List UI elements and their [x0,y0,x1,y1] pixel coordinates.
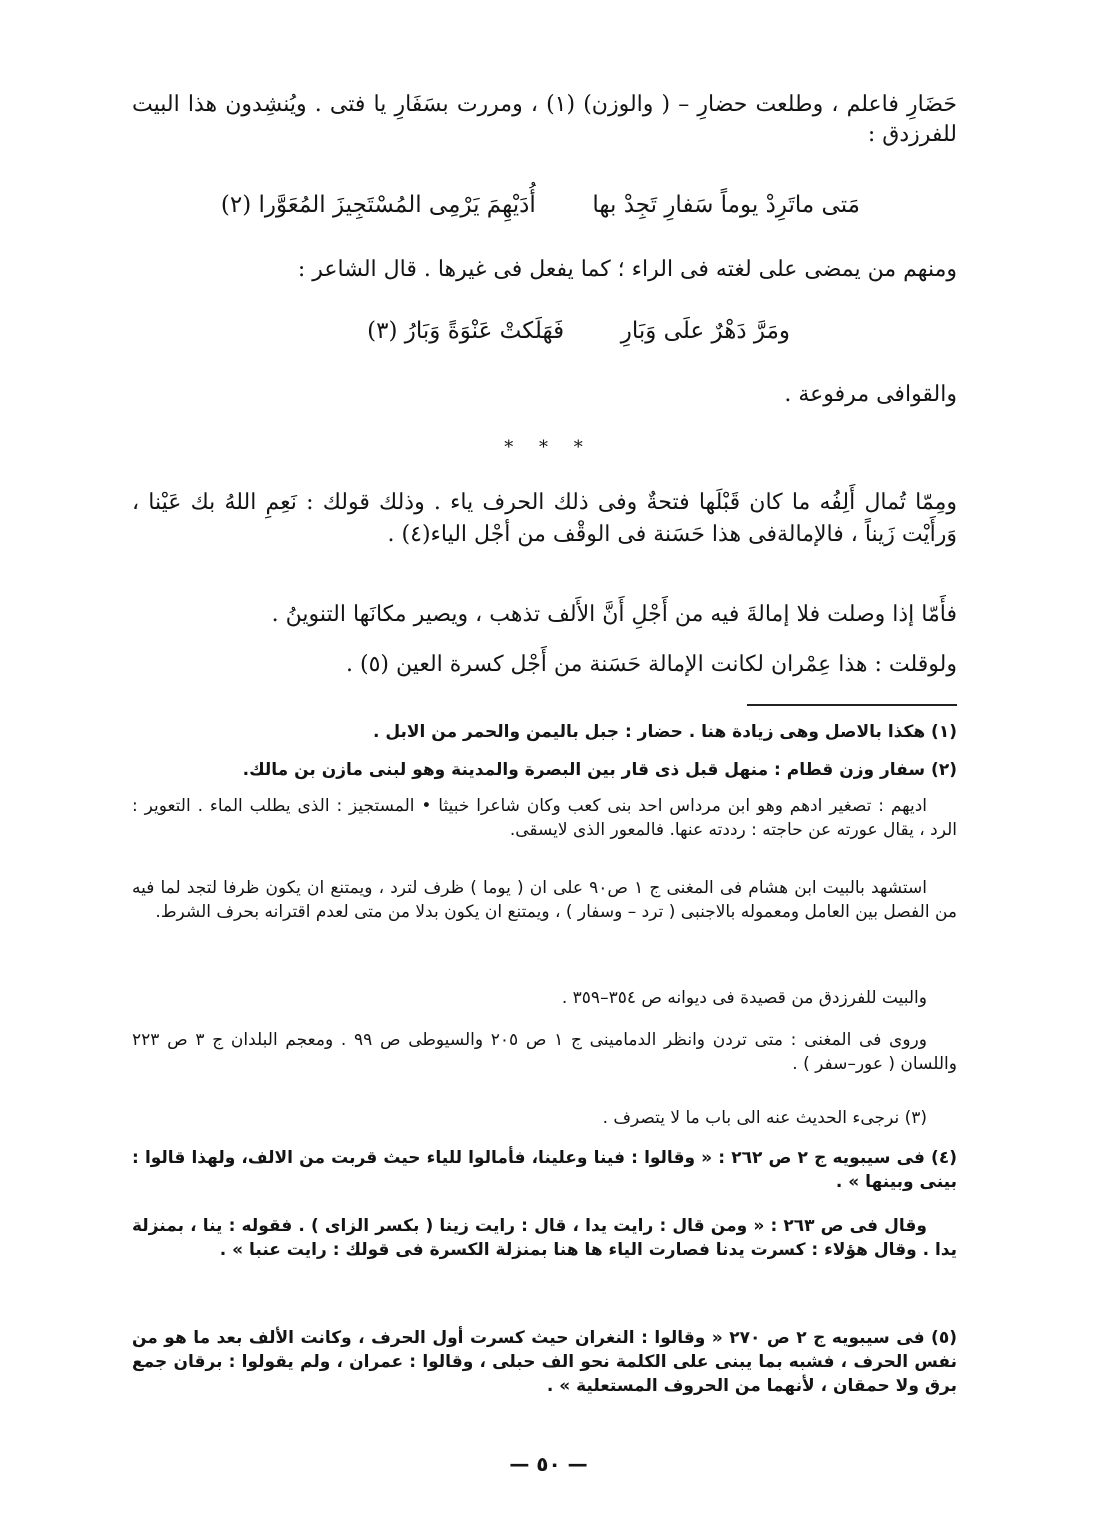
verse-1-second-hemistich: أُدَيْهِمَ يَرْمِى المُسْتَجِيزَ المُعَوَّرا (٢) [220,192,536,218]
footnote-1: (١) هكذا بالاصل وهى زيادة هنا . حضار : جبل باليمن والحمر من الابل . [372,722,957,742]
footnote-2-diwan: والبيت للفرزدق من قصيدة فى ديوانه ص ٣٥٤–٣٥٩ . [561,988,927,1008]
footnote-4: (٤) فى سيبويه ج ٢ ص ٢٦٢ : « وقالوا : فينا وعلينا، فأمالوا للياء حيث قربت من الالف، ولهذا قالوا : بينى وبينها » . [132,1148,957,1192]
footnote-5: (٥) فى سيبويه ج ٢ ص ٢٧٠ « وقالوا : النغران حيث كسرت أول الحرف ، وكانت الألف بعد ما هو من نفس الحرف ، فشبه بما يبنى على الكلمة نحو الف حبلى ، وقالوا : عمران ، ولم يقولوا : برقان جمع برق ولا حمقان ، لأنهما من الحروف المستعلية » . [132,1328,957,1396]
footnote-2-adihum: اديهم : تصغير ادهم وهو ابن مرداس احد بنى كعب وكان شاعرا خبيثا • المستجيز : الذى يطلب الماء . التعوير : الرد ، يقال عورته عن حاجته : رددته عنها. فالمعور الذى لايسقى. [132,796,957,840]
paragraph-rhymes: والقوافى مرفوعة . [784,382,957,407]
verse-2-second-hemistich: فَهَلَكتْ عَنْوَةً وَبَارُ (٣) [367,318,565,344]
paragraph-opening: حَضَارِ فاعلم ، وطلعت حضارِ – ( والوزن) (١) ، ومررت بسَفَارِ يا فتى . ويُنشِدون هذا البيت للفرزدق : [132,92,957,147]
paragraph-dialect: ومنهم من يمضى على لغته فى الراء ؛ كما يفعل فى غيرها . قال الشاعر : [297,257,957,282]
section-separator: * * * [504,437,593,458]
footnote-divider [747,704,957,706]
footnote-2: (٢) سفار وزن قطام : منهل قبل ذى قار بين البصرة والمدينة وهو لبنى مازن بن مالك. [242,760,957,780]
footnote-2-riwaya: وروى فى المغنى : متى تردن وانظر الدمامينى ج ١ ص ٢٠٥ والسيوطى ص ٩٩ . ومعجم البلدان ج ٣ ص ٢٢٣ واللسان ( عور–سفر ) . [132,1030,957,1074]
verse-2-first-hemistich: ومَرَّ دَهْرٌ علَى وَبَارِ [620,318,790,344]
verse-1-first-hemistich: مَتى ماتَرِدْ يوماً سَفارِ تَجِدْ بها [592,192,860,218]
verse-1 [221,192,860,218]
footnote-4-continued: وقال فى ص ٢٦٣ : « ومن قال : رايت يدا ، قال : رايت زينا ( بكسر الزاى ) . فقوله : ينا ، بمنزلة يدا . وقال هؤلاء : كسرت يدنا فصارت الياء ها هنا بمنزلة الكسرة فى قولك : رايت عنبا » . [132,1216,957,1260]
footnote-2-mughni: استشهد بالبيت ابن هشام فى المغنى ج ١ ص٩٠ على ان ( يوما ) ظرف لترد ، ويمتنع ان يكون ظرفا لتجد لما فيه من الفصل بين العامل ومعموله بالاجنبى ( ترد – وسفار ) ، ويمتنع ان يكون بدلا من متى لعدم اقترانه بحرف الشرط. [132,878,957,922]
footnote-3: (٣) نرجىء الحديث عنه الى باب ما لا يتصرف . [602,1108,927,1128]
paragraph-imran: ولوقلت : هذا عِمْران لكانت الإمالة حَسَنة من أَجْل كسرة العين (٥) . [345,652,957,677]
paragraph-wasl: فأَمّا إذا وصلت فلا إمالةَ فيه من أَجْلِ أَنَّ الأَلف تذهب ، ويصير مكانَها التنوينُ . [271,602,957,627]
paragraph-imala: ومِمّا تُمال أَلِفُه ما كان قَبْلَها فتحةٌ وفى ذلك الحرف ياء . وذلك قولك : نَعِمِ اللهُ بك عَيْنا ، وَرأَيْت زَيناً ، فالإمالةفى هذا حَسَنة فى الوقْف من أجْل الياء(٤) . [132,490,957,547]
page-number: — ٥٠ — [509,1452,588,1476]
verse-2 [367,318,790,344]
